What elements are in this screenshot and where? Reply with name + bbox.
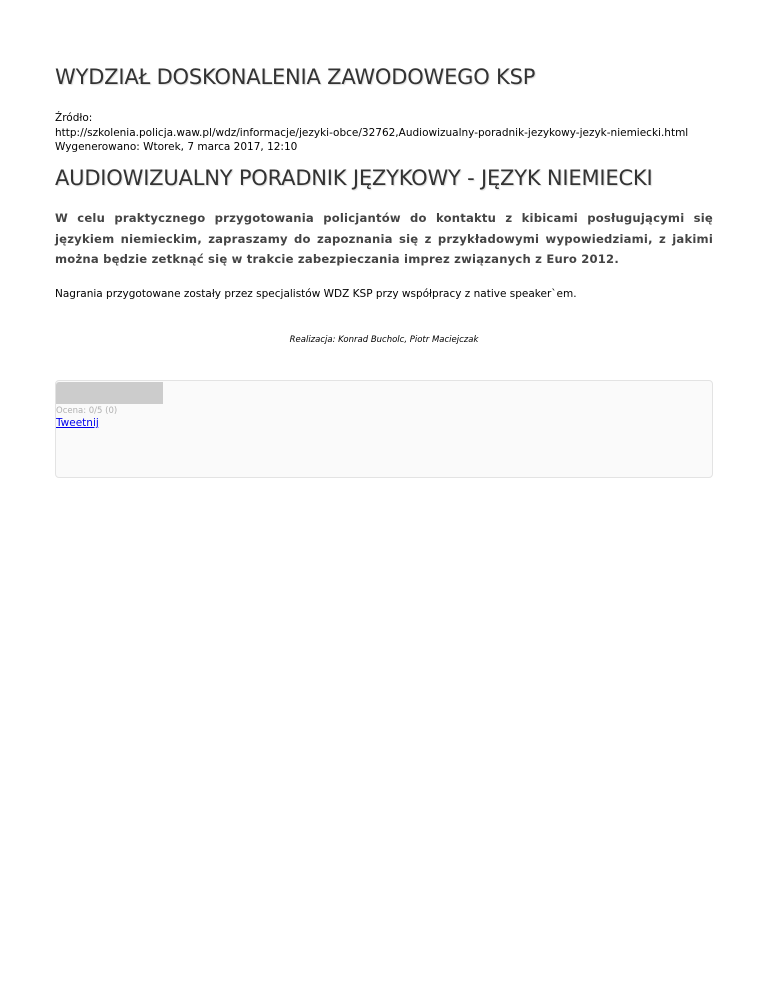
article-title: AUDIOWIZUALNY PORADNIK JĘZYKOWY - JĘZYK NIEMIECKI <box>55 166 653 190</box>
rating-stars-bar[interactable] <box>56 382 163 404</box>
tweet-link[interactable]: Tweetnij <box>56 417 99 429</box>
article-lead: W celu praktycznego przygotowania policjantów do kontaktu z kibicami posługującymi się językiem niemieckim, zapraszamy do zapoznania się z przykładowymi wypowiedziami, z jakimi można będzie zetknąć się w trakcie zabezpieczania imprez związanych z Euro 2012. <box>55 211 713 266</box>
rating-text: Ocena: 0/5 (0) <box>56 406 118 416</box>
source-meta <box>55 111 688 155</box>
source-label: Źródło: <box>55 112 93 124</box>
generated-date: Wygenerowano: Wtorek, 7 marca 2017, 12:10 <box>55 141 298 153</box>
article-credits: Realizacja: Konrad Bucholc, Piotr Maciejczak <box>289 335 479 345</box>
source-url: http://szkolenia.policja.waw.pl/wdz/informacje/jezyki-obce/32762,Audiowizualny-poradnik-jezykowy-jezyk-niemiecki.html <box>55 126 689 139</box>
article-body: Nagrania przygotowane zostały przez specjalistów WDZ KSP przy współpracy z native speaker`em. <box>55 288 577 300</box>
site-title: WYDZIAŁ DOSKONALENIA ZAWODOWEGO KSP <box>55 65 536 89</box>
rating-box <box>55 380 713 478</box>
